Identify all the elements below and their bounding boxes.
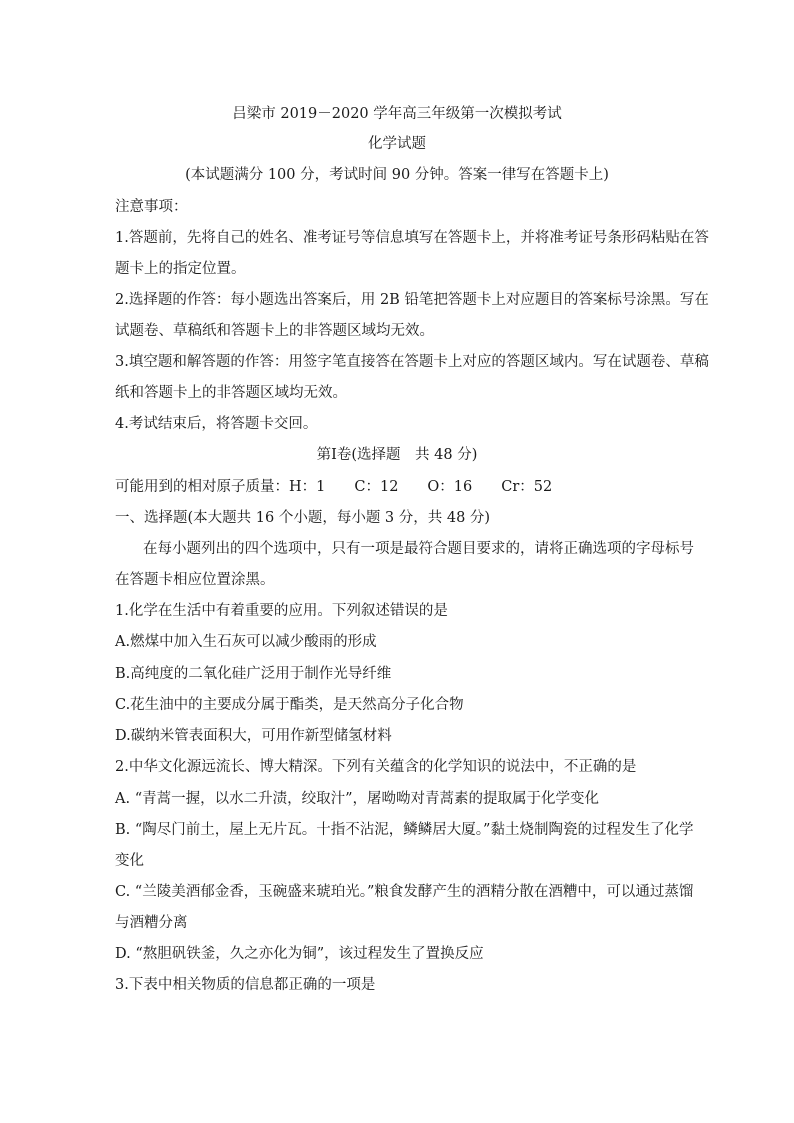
q1-option-a: A.燃煤中加入生石灰可以减少酸雨的形成 <box>115 634 377 650</box>
q2-option-a: A. “青蒿一握，以水二升渍，绞取汁”，屠呦呦对青蒿素的提取属于化学变化 <box>115 791 600 807</box>
note-1-line-2: 题卡上的指定位置。 <box>115 261 246 277</box>
q2-option-c-line-2: 与酒糟分离 <box>115 915 188 931</box>
note-2-line-2: 试题卷、草稿纸和答题卡上的非答题区域均无效。 <box>115 323 434 339</box>
q1-option-d: D.碳纳米管表面积大，可用作新型储氢材料 <box>115 728 392 744</box>
q2-option-b-line-1: B. “陶尽门前土，屋上无片瓦。十指不沾泥，鳞鳞居大厦。”黏土烧制陶瓷的过程发生了化学 <box>115 822 694 838</box>
exam-title: 吕梁市 2019－2020 学年高三年级第一次模拟考试 <box>232 106 562 122</box>
q1-option-c: C.花生油中的主要成分属于酯类，是天然高分子化合物 <box>115 697 464 713</box>
note-3-line-2: 纸和答题卡上的非答题区域均无效。 <box>115 385 347 401</box>
q3-stem: 3.下表中相关物质的信息都正确的一项是 <box>115 977 376 993</box>
section-heading: 一、选择题(本大题共 16 个小题，每小题 3 分，共 48 分) <box>115 510 491 526</box>
note-1-line-1: 1.答题前，先将自己的姓名、准考证号等信息填写在答题卡上，并将准考证号条形码粘贴在答 <box>115 230 709 246</box>
q2-option-b-line-2: 变化 <box>115 853 144 869</box>
q2-option-c-line-1: C. “兰陵美酒郁金香，玉碗盛来琥珀光。”粮食发酵产生的酒精分散在酒糟中，可以通过蒸馏 <box>115 884 694 900</box>
q2-stem: 2.中华文化源远流长、博大精深。下列有关蕴含的化学知识的说法中，不正确的是 <box>115 759 637 775</box>
instruction-line-2: 在答题卡相应位置涂黑。 <box>115 572 275 588</box>
part-1-title: 第Ⅰ卷(选择题 共 48 分) <box>316 447 478 463</box>
exam-info: (本试题满分 100 分，考试时间 90 分钟。答案一律写在答题卡上) <box>185 167 609 183</box>
q1-option-b: B.高纯度的二氧化硅广泛用于制作光导纤维 <box>115 666 392 682</box>
notes-heading: 注意事项： <box>115 199 188 215</box>
instruction-line-1: 在每小题列出的四个选项中，只有一项是最符合题目要求的，请将正确选项的字母标号 <box>143 541 694 557</box>
note-3-line-1: 3.填空题和解答题的作答：用签字笔直接答在答题卡上对应的答题区域内。写在试题卷、草稿 <box>115 354 709 370</box>
note-4: 4.考试结束后，将答题卡交回。 <box>115 416 318 432</box>
q1-stem: 1.化学在生活中有着重要的应用。下列叙述错误的是 <box>115 603 448 619</box>
atomic-masses: 可能用到的相对原子质量：H：1 C：12 O：16 Cr：52 <box>115 479 553 495</box>
note-2-line-1: 2.选择题的作答：每小题选出答案后，用 2B 铅笔把答题卡上对应题目的答案标号涂黑。写在 <box>115 292 709 308</box>
q2-option-d: D. “熬胆矾铁釜，久之亦化为铜”，该过程发生了置换反应 <box>115 946 484 962</box>
subject-title: 化学试题 <box>368 136 426 152</box>
